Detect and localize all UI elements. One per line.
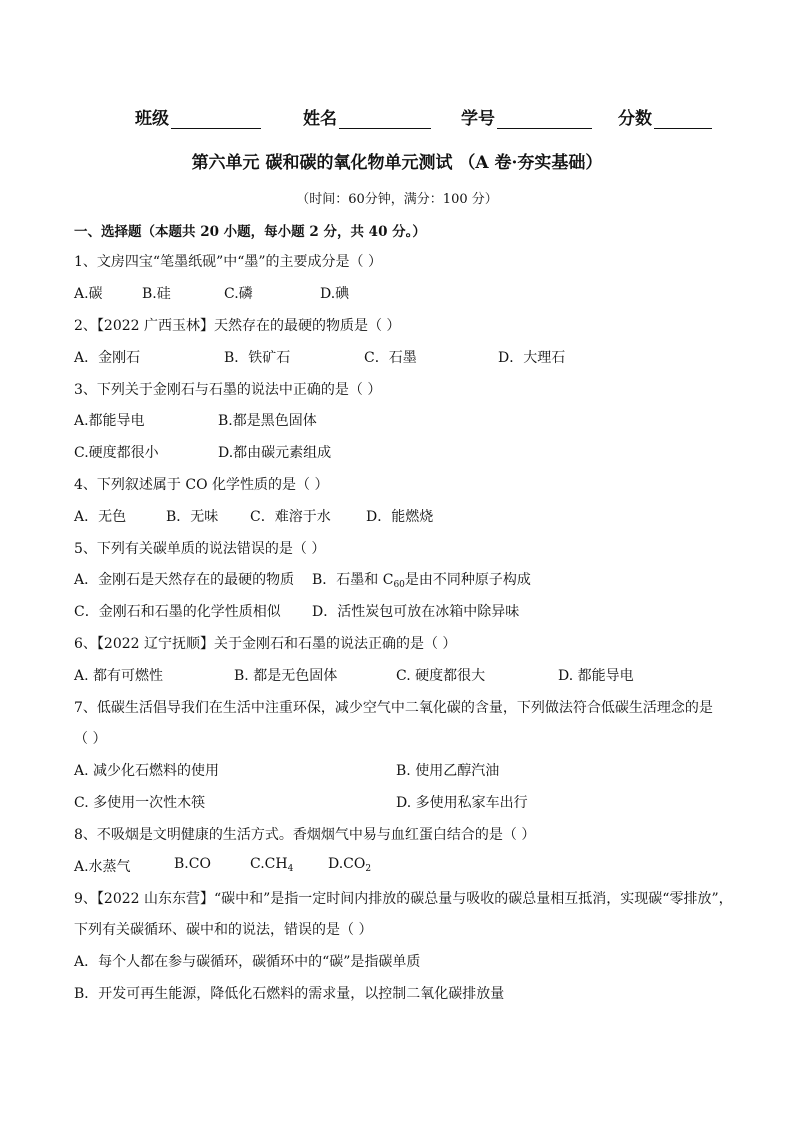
- option-a: A.都能导电: [74, 413, 145, 429]
- option-b: [312, 569, 531, 590]
- option-b: B.CO: [174, 856, 211, 872]
- option-d: D.碘: [320, 286, 350, 302]
- question-3-stem: 3、下列关于金刚石与石墨的说法中正确的是（ ）: [74, 382, 382, 398]
- option-b-text-pre: B．石墨和 C: [312, 572, 394, 588]
- question-7-stem: 7、低碳生活倡导我们在生活中注重环保，减少空气中二氧化碳的含量，下列做法符合低碳生活理念的是: [74, 700, 713, 716]
- name-blank: [339, 110, 431, 129]
- option-b: B. 使用乙醇汽油: [396, 763, 500, 779]
- option-d: D．大理石: [498, 350, 566, 366]
- question-8-stem: 8、不吸烟是文明健康的生活方式。香烟烟气中易与血红蛋白结合的是（ ）: [74, 827, 536, 843]
- section-heading: 一、选择题（本题共 20 小题，每小题 2 分，共 40 分。）: [74, 224, 426, 240]
- option-b-text-post: 是由不同种原子构成: [404, 572, 531, 588]
- option-b: B．铁矿石: [224, 350, 291, 366]
- question-5-stem: 5、下列有关碳单质的说法错误的是（ ）: [74, 541, 326, 557]
- class-label: 班级: [135, 109, 169, 129]
- option-b: B. 都是无色固体: [234, 668, 338, 684]
- score-field: [618, 104, 735, 129]
- option-a: A．金刚石: [74, 350, 141, 366]
- option-c: C.磷: [224, 286, 253, 302]
- option-c: [250, 856, 293, 874]
- option-b: B.都是黑色固体: [218, 413, 317, 429]
- option-c-text: C.CH: [250, 856, 288, 872]
- option-b: B．无味: [166, 509, 219, 525]
- option-c: C. 硬度都很大: [396, 668, 486, 684]
- option-c: C．金刚石和石墨的化学性质相似: [74, 604, 281, 620]
- question-6-stem: 6、【2022 辽宁抚顺】关于金刚石和石墨的说法正确的是（ ）: [74, 636, 457, 652]
- score-blank: [654, 110, 712, 129]
- option-c: C.硬度都很小: [74, 445, 159, 461]
- question-9-stem: 9、【2022 山东东营】“碳中和”是指一定时间内排放的碳总量与吸收的碳总量相互抵消，实现碳“零排放”，: [74, 891, 733, 907]
- question-9-stem-cont: 下列有关碳循环、碳中和的说法，错误的是（ ）: [74, 922, 373, 938]
- option-b-subscript: 60: [393, 580, 405, 590]
- question-9-option-b: B．开发可再生能源，降低化石燃料的需求量，以控制二氧化碳排放量: [74, 986, 505, 1002]
- student-id-field: [461, 104, 618, 129]
- exam-title: 第六单元 碳和碳的氧化物单元测试 （A 卷·夯实基础）: [191, 153, 603, 173]
- question-1-stem: 1、文房四宝“笔墨纸砚”中“墨”的主要成分是（ ）: [74, 254, 382, 270]
- student-id-label: 学号: [461, 109, 495, 129]
- class-field: [135, 104, 303, 129]
- option-d-text: D.CO: [328, 856, 366, 872]
- option-d: D. 都能导电: [558, 668, 634, 684]
- question-9-option-a: A．每个人都在参与碳循环，碳循环中的“碳”是指碳单质: [74, 954, 421, 970]
- score-label: 分数: [618, 109, 652, 129]
- question-2-stem: 2、【2022 广西玉林】天然存在的最硬的物质是（ ）: [74, 318, 401, 334]
- option-c: C. 多使用一次性木筷: [74, 795, 206, 811]
- student-id-blank: [497, 110, 592, 129]
- question-7-stem-cont: （ ）: [74, 731, 107, 747]
- option-a: A. 减少化石燃料的使用: [74, 763, 220, 779]
- student-info-row: [135, 104, 735, 129]
- option-d-subscript: 2: [365, 864, 372, 874]
- option-a: A.水蒸气: [74, 859, 131, 875]
- option-d: D. 多使用私家车出行: [396, 795, 528, 811]
- option-c: C．难溶于水: [250, 509, 331, 525]
- option-c: C．石墨: [364, 350, 417, 366]
- class-blank: [171, 110, 261, 129]
- option-d: D.都由碳元素组成: [218, 445, 332, 461]
- name-field: [303, 104, 461, 129]
- option-a: A. 都有可燃性: [74, 668, 164, 684]
- question-4-stem: 4、下列叙述属于 CO 化学性质的是（ ）: [74, 477, 329, 493]
- exam-subtitle: （时间：60分钟，满分：100 分）: [296, 192, 498, 207]
- name-label: 姓名: [303, 109, 337, 129]
- option-d: [328, 856, 371, 874]
- option-a: A．无色: [74, 509, 127, 525]
- option-c-subscript: 4: [287, 864, 294, 874]
- option-b: B.硅: [142, 286, 171, 302]
- option-d: D．能燃烧: [366, 509, 434, 525]
- option-a: A.碳: [74, 286, 103, 302]
- option-a: A．金刚石是天然存在的最硬的物质: [74, 572, 295, 588]
- option-d: D．活性炭包可放在冰箱中除异味: [312, 604, 520, 620]
